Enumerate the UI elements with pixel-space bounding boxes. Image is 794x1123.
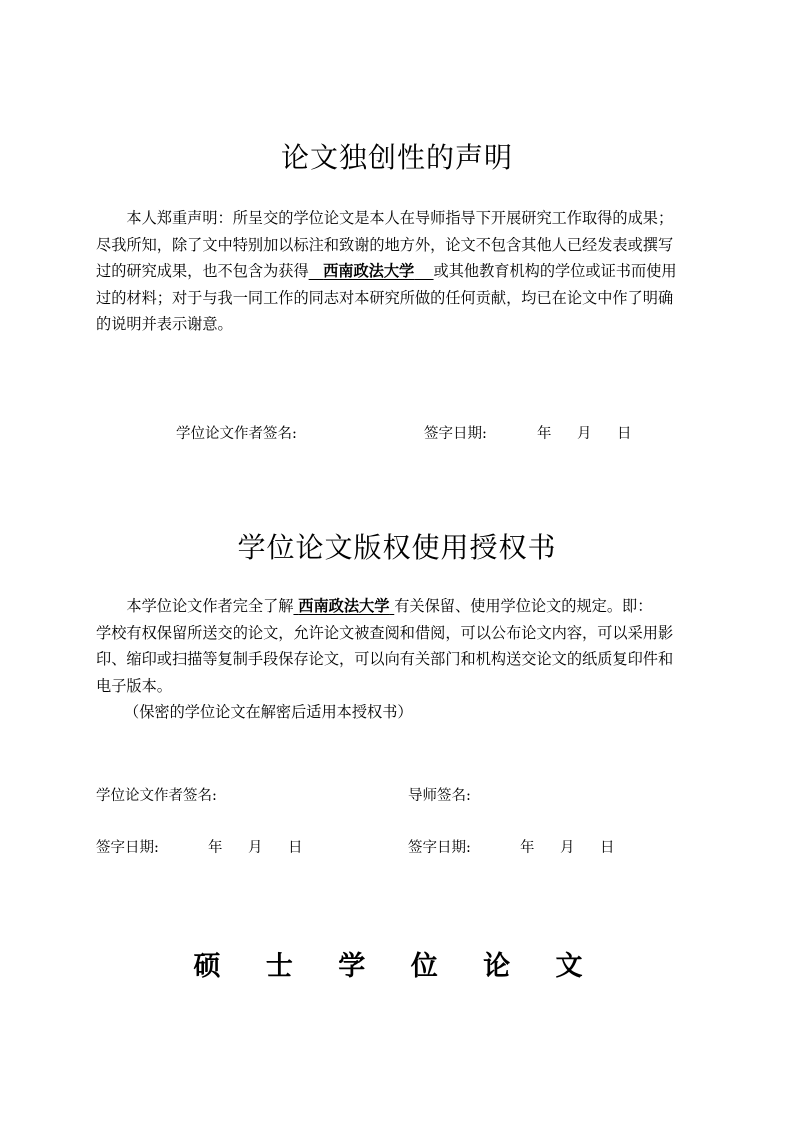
author-date-day: 日 (288, 840, 303, 856)
authorization-line-3: 印、缩印或扫描等复制手段保存论文，可以向有关部门和机构送交论文的纸质复印件和 (96, 650, 674, 668)
declaration-title: 论文独创性的声明 (280, 141, 513, 174)
authorization-paragraph (96, 593, 700, 726)
authorization-line-2: 学校有权保留所送交的论文，允许论文被查阅和借阅，可以公布论文内容，可以采用影 (96, 623, 674, 642)
date-month: 月 (577, 426, 592, 442)
supervisor-date-month: 月 (560, 840, 575, 856)
degree-thesis-title: 硕 士 学 位 论 文 (193, 951, 601, 982)
authorization-line-4: 电子版本。 (96, 676, 172, 695)
declaration-line-3: 过的研究成果，也不包含为获得 西南政法大学 或其他教育机构的学位或证书而使用 (96, 262, 677, 280)
supervisor-date-year: 年 (520, 840, 535, 856)
author-date-month: 月 (248, 840, 263, 856)
author-signature-label: 学位论文作者签名: (96, 788, 217, 804)
author-signing-date-label: 签字日期: (96, 840, 159, 856)
declaration-line-1: 本人郑重声明：所呈交的学位论文是本人在导师指导下开展研究工作取得的成果； (126, 209, 674, 227)
date-year: 年 (537, 426, 552, 442)
confidential-note: （保密的学位论文在解密后适用本授权书） (124, 703, 413, 721)
supervisor-signing-date-label: 签字日期: (408, 840, 471, 856)
university-name: 西南政法大学 (323, 262, 415, 280)
declaration-line-4: 过的材料；对于与我一同工作的同志对本研究所做的任何贡献，均已在论文中作了明确 (96, 288, 674, 307)
date-day: 日 (617, 426, 632, 442)
university-underline (293, 597, 394, 615)
declaration-line-5: 的说明并表示谢意。 (96, 315, 233, 333)
signing-date-label: 签字日期: (424, 426, 487, 442)
university-underline (309, 262, 434, 280)
supervisor-signature-label: 导师签名: (408, 788, 471, 804)
supervisor-date-day: 日 (600, 840, 615, 856)
university-name: 西南政法大学 (298, 597, 390, 615)
authorization-line-1: 本学位论文作者完全了解 西南政法大学 有关保留、使用学位论文的规定。即： (126, 597, 653, 615)
authorization-title: 学位论文版权使用授权书 (237, 531, 557, 564)
declaration-paragraph (96, 205, 700, 338)
declaration-line-2: 尽我所知，除了文中特别加以标注和致谢的地方外，论文不包含其他人已经发表或撰写 (96, 235, 674, 254)
author-signature-label: 学位论文作者签名: (176, 426, 297, 442)
author-date-year: 年 (208, 840, 223, 856)
